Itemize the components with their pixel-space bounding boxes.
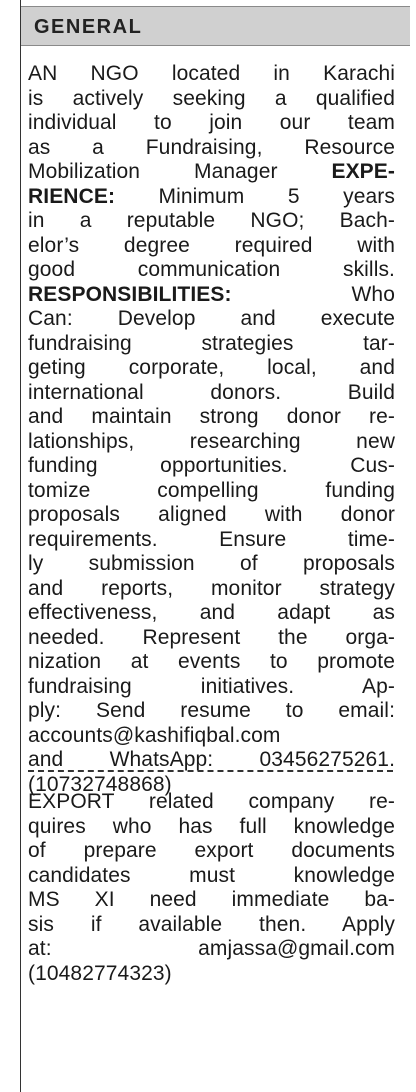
ad-text: requirements. Ensure time- bbox=[28, 527, 395, 551]
ad-text: Who bbox=[231, 282, 395, 306]
ad-text-line bbox=[28, 503, 395, 528]
classified-ad-export-company bbox=[28, 790, 395, 986]
ad-text: Minimum 5 years bbox=[115, 184, 395, 208]
ad-text: ly submission of proposals bbox=[28, 552, 395, 575]
ad-text: Mobilization Manager bbox=[28, 160, 332, 183]
ad-text: Can: Develop and execute bbox=[28, 307, 395, 330]
ad-text: accounts@kashifiqbal.com bbox=[28, 723, 281, 747]
ad-text-line bbox=[28, 479, 395, 504]
classified-ad-fundraising-manager bbox=[28, 62, 395, 797]
section-header bbox=[21, 6, 410, 46]
ad-text-line bbox=[28, 430, 395, 455]
ad-text-line bbox=[28, 234, 395, 259]
ad-text-line bbox=[28, 381, 395, 406]
ad-text: and reports, monitor strategy bbox=[28, 576, 395, 600]
ad-text: fundraising initiatives. Ap- bbox=[28, 674, 395, 698]
ad-text-line bbox=[28, 332, 395, 357]
ad-text-line bbox=[28, 675, 395, 700]
ad-text-line bbox=[28, 528, 395, 553]
section-heading: GENERAL bbox=[34, 16, 143, 38]
ad-text-line bbox=[28, 601, 395, 626]
ad-text-line bbox=[28, 577, 395, 602]
ad-text-line bbox=[28, 454, 395, 479]
ad-text: of prepare export documents bbox=[28, 839, 395, 862]
ad-text: (10482774323) bbox=[28, 961, 172, 985]
ad-text: good communication skills. bbox=[28, 258, 395, 281]
ad-text-line bbox=[28, 650, 395, 675]
ad-text-line bbox=[28, 888, 395, 913]
ad-text-line bbox=[28, 626, 395, 651]
ad-text: ply: Send resume to email: bbox=[28, 699, 395, 722]
ad-text-line bbox=[28, 111, 395, 136]
ad-text: quires who has full knowledge bbox=[28, 814, 395, 838]
ad-text-line bbox=[28, 405, 395, 430]
ad-text-line bbox=[28, 937, 395, 962]
ad-text: fundraising strategies tar- bbox=[28, 331, 395, 355]
ad-text: and maintain strong donor re- bbox=[28, 405, 395, 428]
ad-text: AN NGO located in Karachi bbox=[28, 62, 395, 85]
ad-text-line bbox=[28, 552, 395, 577]
ad-text-line bbox=[28, 62, 395, 87]
ad-text: sis if available then. Apply bbox=[28, 912, 395, 936]
ad-text-line bbox=[28, 185, 395, 210]
ad-text-line bbox=[28, 962, 395, 987]
ad-text-line bbox=[28, 87, 395, 112]
ad-bold-label: EXPE- bbox=[331, 160, 395, 183]
ad-bold-label: RIENCE: bbox=[28, 184, 116, 208]
ad-text: and WhatsApp: 03456275261. bbox=[28, 748, 395, 771]
ad-text: as a Fundraising, Resource bbox=[28, 135, 395, 159]
ad-text-line bbox=[28, 356, 395, 381]
ad-text-line bbox=[28, 864, 395, 889]
ad-text: international donors. Build bbox=[28, 380, 395, 404]
ad-text-line bbox=[28, 307, 395, 332]
ad-text: effectiveness, and adapt as bbox=[28, 601, 395, 624]
ad-divider bbox=[28, 770, 393, 772]
ad-text-line bbox=[28, 724, 395, 749]
ad-text: individual to join our team bbox=[28, 111, 395, 134]
ad-text-line bbox=[28, 136, 395, 161]
ad-text-line bbox=[28, 815, 395, 840]
ad-text-line bbox=[28, 839, 395, 864]
ad-text: funding opportunities. Cus- bbox=[28, 454, 395, 477]
ad-text-line bbox=[28, 283, 395, 308]
ad-text: MS XI need immediate ba- bbox=[28, 888, 395, 911]
ad-text: lationships, researching new bbox=[28, 429, 395, 453]
ad-text: in a reputable NGO; Bach- bbox=[28, 209, 395, 232]
ad-text: geting corporate, local, and bbox=[28, 356, 395, 379]
ad-text-line bbox=[28, 913, 395, 938]
ad-text: EXPORT related company re- bbox=[28, 790, 395, 813]
ad-text-line bbox=[28, 160, 395, 185]
ad-text: candidates must knowledge bbox=[28, 863, 395, 887]
ad-text: proposals aligned with donor bbox=[28, 503, 395, 526]
ad-text: at: amjassa@gmail.com bbox=[28, 937, 395, 960]
ad-text-line bbox=[28, 699, 395, 724]
ad-text-line bbox=[28, 790, 395, 815]
ad-text-line bbox=[28, 258, 395, 283]
ad-text-line bbox=[28, 748, 395, 773]
ad-text-line bbox=[28, 209, 395, 234]
ad-text: is actively seeking a qualified bbox=[28, 86, 395, 110]
ad-text: needed. Represent the orga- bbox=[28, 625, 395, 649]
ad-text: nization at events to promote bbox=[28, 650, 395, 673]
ad-text: (10732748868) bbox=[28, 772, 172, 796]
ad-bold-label: RESPONSIBILITIES: bbox=[28, 282, 232, 306]
ad-text: tomize compelling funding bbox=[28, 478, 395, 502]
ad-text: elor’s degree required with bbox=[28, 233, 395, 257]
